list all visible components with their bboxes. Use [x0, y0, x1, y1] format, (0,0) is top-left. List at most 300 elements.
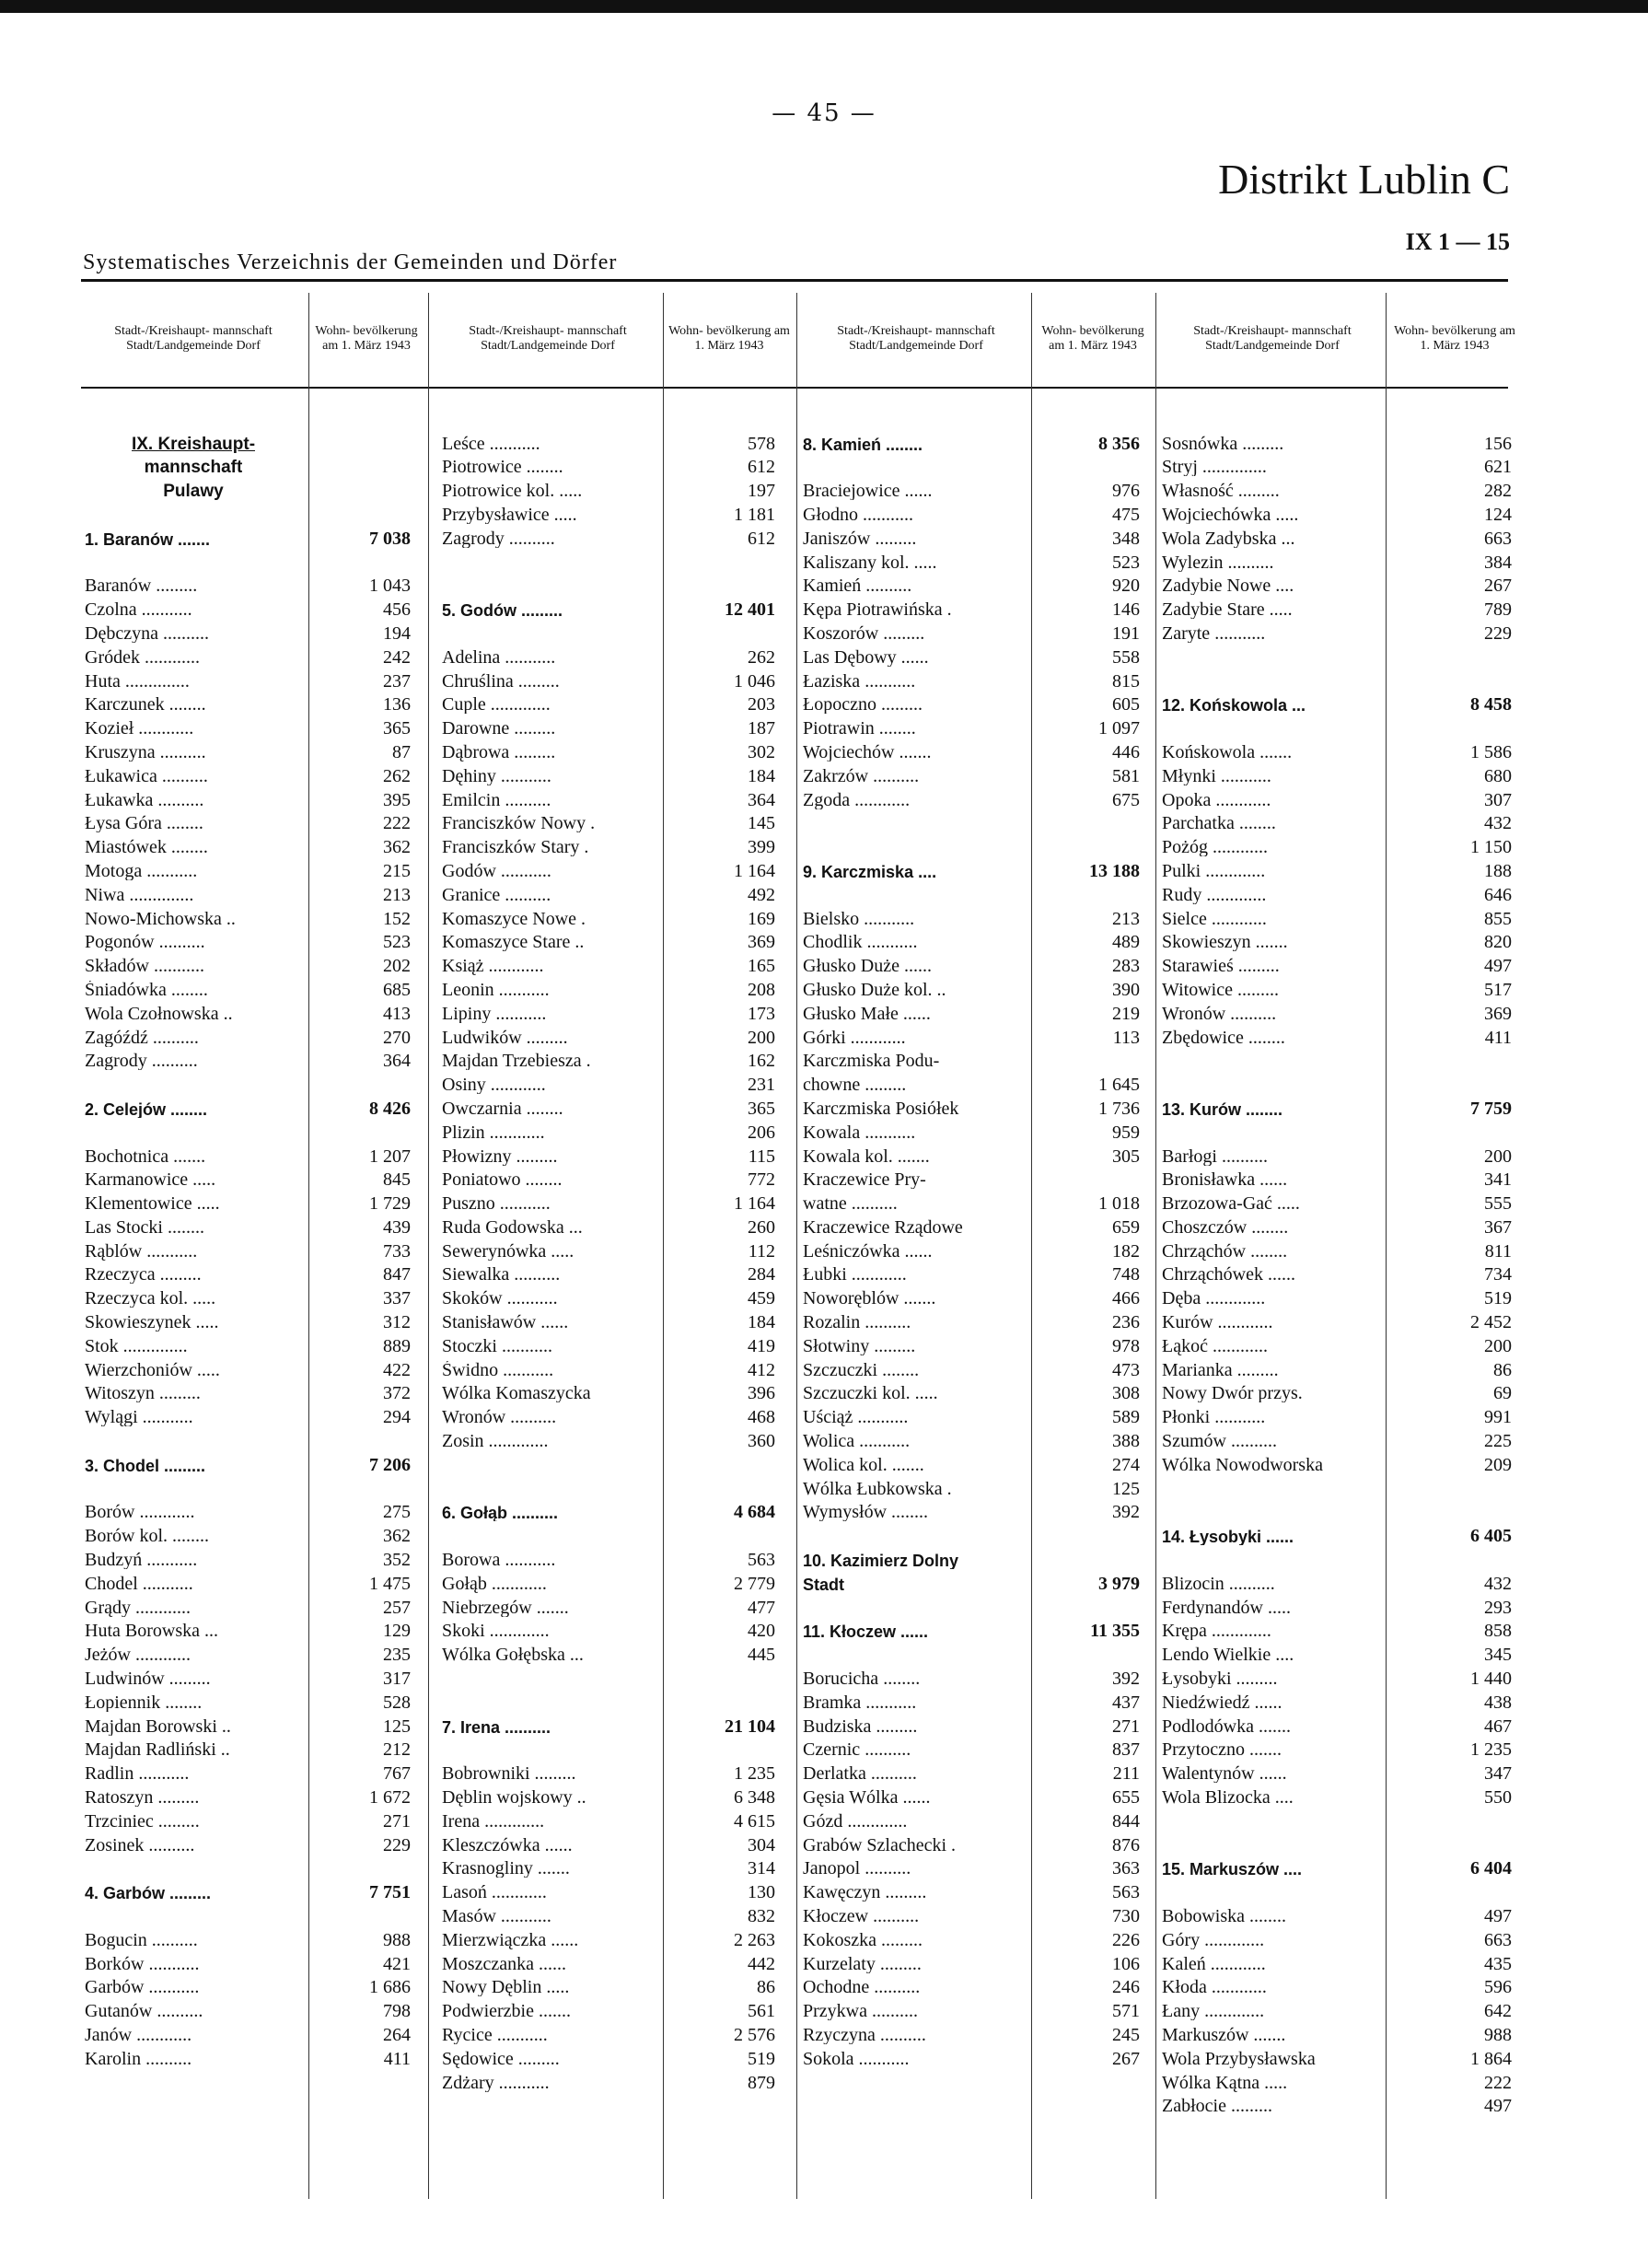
village-name: Huta ..............	[85, 671, 190, 691]
population-value: 245	[1112, 2024, 1140, 2045]
population-value: 561	[748, 2001, 775, 2022]
population-value: 86	[1493, 1359, 1512, 1380]
village-name: Leonin ...........	[442, 980, 550, 999]
village-name: Głusko Małe ......	[803, 1004, 931, 1023]
village-row	[1162, 1023, 1516, 1047]
population-value: 528	[383, 1692, 411, 1713]
spacer-row	[442, 405, 792, 429]
population-value: 6 405	[1470, 1526, 1512, 1547]
village-row	[1162, 500, 1516, 524]
village-row	[442, 1261, 792, 1285]
village-name: Przytoczno .......	[1162, 1740, 1282, 1760]
population-value: 86	[757, 1977, 775, 1998]
population-value: 519	[1484, 1288, 1512, 1309]
village-name: Płonki ...........	[1162, 1408, 1266, 1427]
population-value: 396	[748, 1383, 775, 1404]
population-value: 211	[1112, 1763, 1140, 1785]
population-value: 1 150	[1470, 837, 1512, 858]
village-row	[1162, 1142, 1516, 1166]
village-name: Owczarnia ........	[442, 1099, 563, 1118]
village-name: Nowo-Michowska ..	[85, 909, 236, 928]
population-value: 1 235	[1470, 1739, 1512, 1761]
population-value: 112	[748, 1240, 775, 1262]
spacer-row	[1162, 1474, 1516, 1498]
village-row	[803, 1712, 1153, 1736]
village-name: Franciszków Stary .	[442, 838, 589, 857]
village-row	[442, 1402, 792, 1426]
population-value: 188	[1484, 860, 1512, 881]
population-value: 367	[1484, 1216, 1512, 1238]
population-value: 225	[1484, 1431, 1512, 1452]
gemeinde-name: 4. Garbów .........	[85, 1885, 212, 1902]
village-name: Ludwików .........	[442, 1028, 568, 1047]
village-name: Moszczanka ......	[442, 1954, 566, 1973]
village-row	[85, 1166, 425, 1190]
gemeinde-row	[803, 1545, 1153, 1569]
village-name: Trzciniec .........	[85, 1811, 200, 1831]
population-value: 395	[383, 789, 411, 810]
population-value: 191	[1112, 622, 1140, 644]
village-row	[85, 1545, 425, 1569]
village-row	[442, 1593, 792, 1617]
village-name: Niwa ..............	[85, 885, 194, 904]
village-row	[803, 524, 1153, 548]
population-value: 129	[383, 1621, 411, 1642]
village-row	[442, 1332, 792, 1355]
village-row	[85, 1617, 425, 1641]
gemeinde-name: 5. Godów .........	[442, 602, 563, 620]
village-name: Masów ...........	[442, 1907, 551, 1925]
population-value: 4 615	[734, 1810, 775, 1832]
population-value: 162	[748, 1051, 775, 1072]
population-value: 106	[1112, 1953, 1140, 1974]
village-name: Marianka .........	[1162, 1360, 1279, 1379]
village-name: Młynki ...........	[1162, 766, 1271, 785]
village-row	[803, 643, 1153, 667]
village-row	[442, 476, 792, 500]
population-value: 876	[1112, 1834, 1140, 1855]
population-value: 589	[1112, 1407, 1140, 1428]
population-value: 184	[748, 1312, 775, 1333]
village-name: Borów ............	[85, 1503, 195, 1522]
village-row	[1162, 1261, 1516, 1285]
population-value: 432	[1484, 1573, 1512, 1594]
population-value: 304	[748, 1834, 775, 1855]
column-group-2	[442, 405, 792, 2092]
population-value: 388	[1112, 1431, 1140, 1452]
village-row	[442, 1949, 792, 1973]
village-name: Wola Przybysławska	[1162, 2049, 1316, 2068]
village-name: Krępa .............	[1162, 1622, 1271, 1641]
header-top-rule	[81, 279, 1508, 282]
village-row	[85, 1332, 425, 1355]
village-row	[442, 1996, 792, 2020]
village-name: Wymysłów ........	[803, 1503, 929, 1522]
village-row	[85, 904, 425, 928]
population-value: 605	[1112, 694, 1140, 715]
population-value: 399	[748, 837, 775, 858]
gemeinde-name: 7. Irena ..........	[442, 1718, 551, 1736]
village-name: Kleszczówka ......	[442, 1835, 573, 1855]
village-name: watne ..........	[803, 1194, 898, 1214]
village-row	[803, 1925, 1153, 1949]
village-name: Parchatka ........	[1162, 814, 1276, 833]
population-value: 271	[383, 1810, 411, 1832]
population-value: 612	[748, 457, 775, 478]
village-row	[1162, 1355, 1516, 1379]
gemeinde-name: Stadt	[803, 1576, 844, 1593]
population-value: 307	[1484, 789, 1512, 810]
spacer-row	[85, 1070, 425, 1094]
population-value: 7 751	[369, 1882, 411, 1903]
village-name: Składów ...........	[85, 957, 204, 976]
population-value: 2 779	[734, 1573, 775, 1594]
population-value: 262	[383, 765, 411, 786]
village-row	[85, 1664, 425, 1688]
village-name: Niebrzegów .......	[442, 1598, 569, 1617]
village-row	[442, 453, 792, 477]
population-value: 550	[1484, 1787, 1512, 1809]
village-row	[803, 975, 1153, 999]
population-value: 337	[383, 1288, 411, 1309]
population-value: 675	[1112, 789, 1140, 810]
header-pop-3: Wohn- bevölkerung am 1. März 1943	[1041, 323, 1144, 353]
village-name: Książ ............	[442, 957, 544, 976]
village-row	[85, 1237, 425, 1261]
village-name: Kłoczew ..........	[803, 1907, 920, 1925]
spacer-row	[442, 1450, 792, 1474]
population-value: 446	[1112, 741, 1140, 762]
village-name: Rzeczyca .........	[85, 1265, 202, 1285]
village-row	[442, 928, 792, 952]
spacer-row	[442, 1688, 792, 1712]
village-row	[85, 1189, 425, 1213]
village-name: Kruszyna ..........	[85, 742, 206, 762]
gemeinde-name: 2. Celejów ........	[85, 1100, 208, 1118]
village-row	[1162, 2092, 1516, 2116]
village-name: Janiszów .........	[803, 529, 917, 548]
village-row	[803, 1759, 1153, 1783]
header-place-2: Stadt-/Kreishaupt- mannschaft Stadt/Landgemeinde Dorf	[469, 323, 627, 353]
village-name: Grabów Szlachecki .	[803, 1835, 957, 1855]
village-name: Zakrzów ..........	[803, 766, 920, 785]
population-value: 663	[1484, 1929, 1512, 1950]
village-name: Ratoszyn .........	[85, 1788, 200, 1808]
village-name: Gózd .............	[803, 1811, 908, 1831]
spacer-row	[803, 1593, 1153, 1617]
population-value: 1 645	[1098, 1075, 1140, 1096]
village-name: Bogucin ..........	[85, 1930, 198, 1949]
village-row	[803, 1166, 1153, 1190]
population-value: 412	[748, 1359, 775, 1380]
village-row	[803, 1284, 1153, 1308]
village-row	[442, 999, 792, 1023]
village-name: Niedźwiedź ......	[1162, 1692, 1282, 1712]
population-value: 497	[1484, 2096, 1512, 2117]
gemeinde-name: 13. Kurów ........	[1162, 1100, 1283, 1118]
spacer-row	[85, 405, 425, 429]
population-value: 772	[748, 1169, 775, 1191]
village-name: Końskowola .......	[1162, 742, 1293, 762]
village-name: chowne .........	[803, 1076, 907, 1095]
population-value: 1 736	[1098, 1098, 1140, 1119]
village-row	[85, 1402, 425, 1426]
population-value: 519	[748, 2048, 775, 2069]
population-value: 242	[383, 646, 411, 668]
population-value: 811	[1484, 1240, 1512, 1262]
village-name: Kawęczyn .........	[803, 1883, 927, 1902]
village-row	[442, 643, 792, 667]
village-row	[85, 1308, 425, 1332]
village-name: Stoczki ...........	[442, 1336, 552, 1355]
village-row	[1162, 928, 1516, 952]
village-row	[85, 1498, 425, 1522]
village-name: Noworęblów .......	[803, 1289, 936, 1308]
village-name: Bobrowniki .........	[442, 1764, 576, 1784]
kreis-heading	[85, 429, 302, 453]
population-value: 1 164	[734, 1193, 775, 1215]
village-name: Bobowiska ........	[1162, 1907, 1286, 1925]
village-row	[85, 595, 425, 619]
village-row	[803, 1261, 1153, 1285]
village-name: Majdan Trzebiesza .	[442, 1052, 591, 1071]
village-row	[442, 2044, 792, 2068]
village-row	[1162, 785, 1516, 809]
village-name: Dąbrowa .........	[442, 742, 556, 762]
population-value: 283	[1112, 956, 1140, 977]
spacer-row	[442, 548, 792, 572]
population-value: 390	[1112, 979, 1140, 1000]
gemeinde-row	[442, 1498, 792, 1522]
village-name: Leśniczówka ......	[803, 1241, 933, 1261]
village-row	[442, 904, 792, 928]
village-row	[442, 856, 792, 880]
village-name: Las Dębowy ......	[803, 647, 929, 667]
population-value: 275	[383, 1502, 411, 1523]
village-name: Własność .........	[1162, 482, 1280, 501]
village-name: Wierzchoniów .....	[85, 1360, 220, 1379]
village-row	[803, 1664, 1153, 1688]
village-row	[442, 1973, 792, 1997]
population-value: 236	[1112, 1312, 1140, 1333]
village-row	[442, 1308, 792, 1332]
village-row	[442, 880, 792, 904]
village-row	[1162, 1712, 1516, 1736]
village-row	[85, 2020, 425, 2044]
village-row	[85, 1142, 425, 1166]
kreis-heading	[85, 453, 302, 477]
village-name: Majdan Radliński ..	[85, 1740, 230, 1760]
population-value: 837	[1112, 1739, 1140, 1761]
village-row	[85, 1973, 425, 1997]
village-row	[1162, 548, 1516, 572]
population-value: 855	[1484, 908, 1512, 929]
village-row	[803, 1878, 1153, 1902]
village-name: Granice ..........	[442, 885, 551, 904]
column-divider	[428, 293, 429, 2199]
village-name: Rzyczyna ..........	[803, 2025, 926, 2044]
column-divider	[796, 293, 797, 2199]
village-row	[803, 1213, 1153, 1237]
spacer-row	[85, 1902, 425, 1925]
population-value: 2 263	[734, 1929, 775, 1950]
gemeinde-name: 15. Markuszów ....	[1162, 1861, 1303, 1878]
village-row	[803, 1807, 1153, 1831]
village-row	[85, 1759, 425, 1783]
village-name: Borków ...........	[85, 1954, 200, 1973]
village-row	[1162, 1783, 1516, 1807]
village-name: Gęsia Wólka ......	[803, 1788, 931, 1808]
population-value: 459	[748, 1288, 775, 1309]
village-row	[1162, 1902, 1516, 1925]
village-row	[803, 1237, 1153, 1261]
population-value: 312	[383, 1312, 411, 1333]
population-value: 1 018	[1098, 1193, 1140, 1215]
population-value: 11 355	[1090, 1621, 1140, 1642]
village-name: Ruda Godowska ...	[442, 1217, 583, 1237]
village-name: Dęblin wojskowy ..	[442, 1788, 586, 1808]
village-name: Wylezin ..........	[1162, 552, 1274, 572]
gemeinde-row	[803, 1617, 1153, 1641]
gemeinde-row	[803, 856, 1153, 880]
village-name: Klementowice .....	[85, 1194, 220, 1214]
population-value: 206	[748, 1122, 775, 1143]
village-name: Łopiennik ........	[85, 1692, 203, 1712]
village-name: Bielsko ...........	[803, 909, 915, 928]
population-value: 411	[1484, 1027, 1512, 1048]
population-value: 8 356	[1098, 433, 1140, 454]
village-row	[1162, 453, 1516, 477]
population-value: 200	[748, 1027, 775, 1048]
village-name: Lasoń ............	[442, 1883, 547, 1902]
population-value: 173	[748, 1003, 775, 1024]
village-row	[803, 476, 1153, 500]
population-value: 125	[1112, 1478, 1140, 1499]
village-name: Komaszyce Stare ..	[442, 933, 585, 952]
village-row	[803, 1118, 1153, 1142]
population-value: 1 181	[734, 504, 775, 525]
village-row	[85, 714, 425, 738]
spacer-row	[442, 1521, 792, 1545]
population-value: 200	[1484, 1146, 1512, 1167]
village-name: Szumów ..........	[1162, 1432, 1277, 1451]
village-name: Opoka ............	[1162, 790, 1271, 809]
village-row	[1162, 738, 1516, 762]
village-name: Brzozowa-Gać .....	[1162, 1194, 1300, 1214]
village-row	[442, 1545, 792, 1569]
village-name: Wola Czołnowska ..	[85, 1004, 233, 1023]
village-row	[85, 1640, 425, 1664]
population-value: 87	[392, 741, 411, 762]
kreis-heading-text: IX. Kreishaupt-	[131, 435, 256, 453]
spacer-row	[803, 832, 1153, 856]
population-value: 646	[1484, 884, 1512, 905]
column-group-1	[85, 405, 425, 2068]
village-name: Motoga ...........	[85, 861, 198, 880]
village-row	[442, 1213, 792, 1237]
population-value: 578	[748, 433, 775, 454]
village-name: Słotwiny .........	[803, 1336, 916, 1355]
village-row	[442, 524, 792, 548]
village-row	[803, 1023, 1153, 1047]
population-value: 369	[1484, 1003, 1512, 1024]
gemeinde-name: 10. Kazimierz Dolny	[803, 1553, 959, 1570]
population-value: 246	[1112, 1977, 1140, 1998]
village-name: Starawieś .........	[1162, 957, 1280, 976]
gemeinde-name: 14. Łysobyki ......	[1162, 1529, 1294, 1546]
village-name: Karmanowice .....	[85, 1170, 216, 1190]
village-row	[85, 1521, 425, 1545]
village-name: Czolna ...........	[85, 600, 192, 620]
village-row	[803, 691, 1153, 715]
village-name: Dęhiny ...........	[442, 766, 551, 785]
gemeinde-row	[85, 524, 425, 548]
village-row	[85, 572, 425, 596]
gemeinde-row	[442, 1712, 792, 1736]
village-name: Wojciechów .......	[803, 742, 932, 762]
village-name: Stok ..............	[85, 1336, 188, 1355]
population-value: 845	[383, 1169, 411, 1191]
village-name: Chruślina .........	[442, 671, 560, 691]
village-name: Sosnówka .........	[1162, 434, 1284, 453]
population-value: 384	[1484, 552, 1512, 573]
village-row	[442, 1831, 792, 1855]
population-value: 563	[748, 1550, 775, 1571]
population-value: 284	[748, 1264, 775, 1285]
village-row	[85, 856, 425, 880]
population-value: 413	[383, 1003, 411, 1024]
population-value: 959	[1112, 1122, 1140, 1143]
population-value: 197	[748, 481, 775, 502]
village-name: Kaliszany kol. .....	[803, 552, 937, 572]
village-row	[442, 1617, 792, 1641]
village-row	[1162, 1640, 1516, 1664]
village-row	[442, 785, 792, 809]
village-row	[803, 1142, 1153, 1166]
village-row	[85, 1783, 425, 1807]
village-name: Janów ............	[85, 2025, 192, 2044]
village-name: Jeżów ............	[85, 1646, 191, 1665]
population-value: 237	[383, 670, 411, 692]
population-value: 523	[1112, 552, 1140, 573]
village-name: Derlatka ..........	[803, 1764, 917, 1784]
spacer-row	[1162, 1047, 1516, 1071]
village-name: Garbów ...........	[85, 1978, 200, 1997]
village-row	[442, 1047, 792, 1071]
village-name: Zbędowice ........	[1162, 1028, 1285, 1047]
population-value: 305	[1112, 1146, 1140, 1167]
spacer-row	[85, 1118, 425, 1142]
population-value: 1 046	[734, 670, 775, 692]
population-value: 365	[748, 1098, 775, 1119]
population-value: 988	[383, 1929, 411, 1950]
population-value: 231	[748, 1075, 775, 1096]
village-row	[85, 1688, 425, 1712]
village-row	[803, 1949, 1153, 1973]
spacer-row	[1162, 1070, 1516, 1094]
village-name: Bronisławka ......	[1162, 1170, 1288, 1190]
village-row	[1162, 1166, 1516, 1190]
village-name: Zgoda ............	[803, 790, 911, 809]
village-row	[1162, 832, 1516, 856]
village-name: Łysobyki .........	[1162, 1669, 1278, 1689]
gemeinde-row	[85, 1450, 425, 1474]
population-value: 8 426	[369, 1098, 411, 1119]
population-value: 362	[383, 837, 411, 858]
population-value: 734	[1484, 1264, 1512, 1285]
population-value: 456	[383, 599, 411, 621]
village-name: Kurzelaty .........	[803, 1954, 922, 1973]
